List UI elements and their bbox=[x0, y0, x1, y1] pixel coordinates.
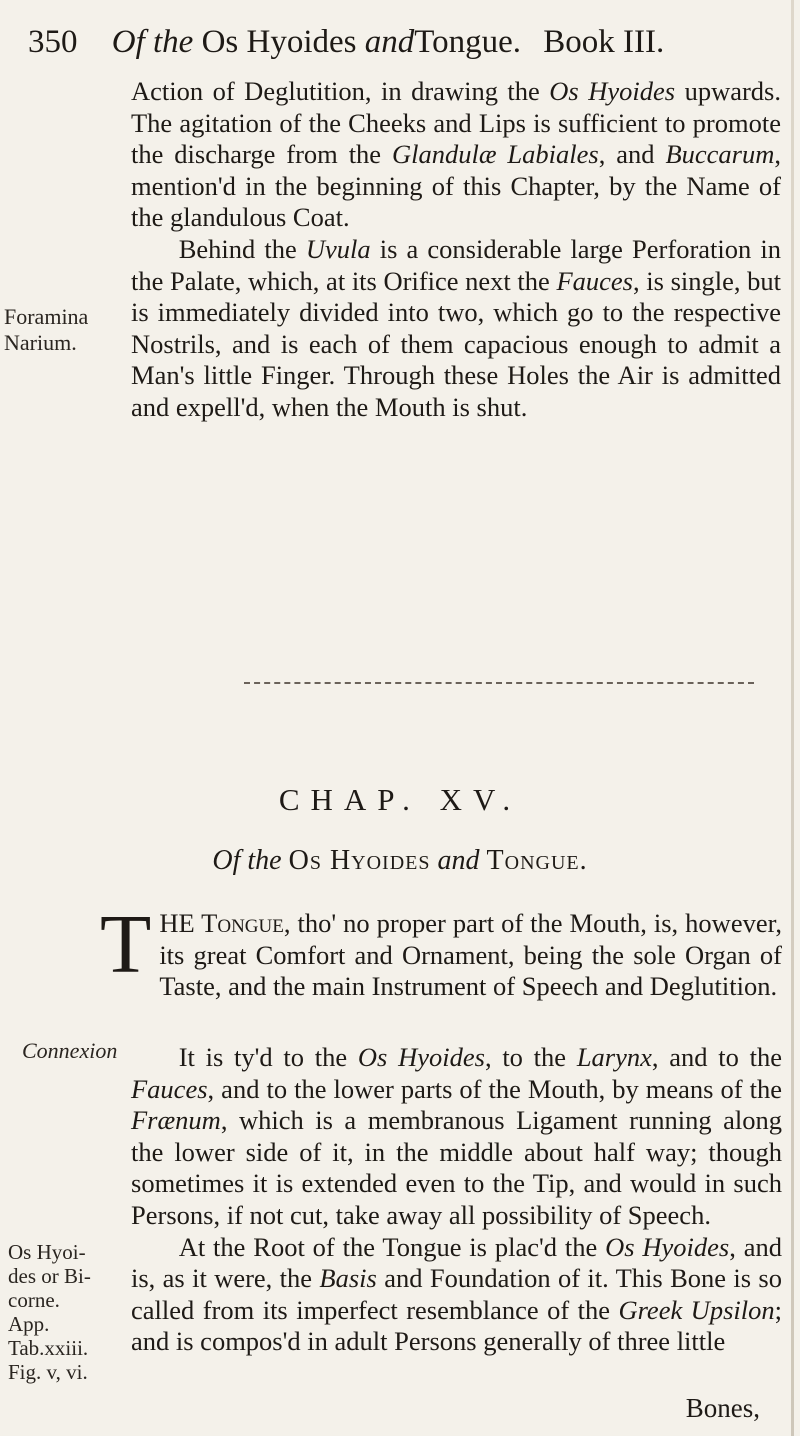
text-run: , is single, but is immediately divided into two, which go to the respective Nostrils, and is each of them capacious enough to admit a Man's little Finger. Through these Holes the Air is admitted and expell'd, when the Mouth is shut. bbox=[131, 265, 781, 422]
italic-term: Buccarum bbox=[665, 139, 775, 170]
paragraph-connexion bbox=[131, 1042, 782, 1232]
italic-term: Basis bbox=[319, 1263, 377, 1294]
margin-note-connexion: Connexion bbox=[22, 1038, 118, 1063]
italic-term: Frænum bbox=[131, 1105, 221, 1136]
chapter-opening bbox=[100, 898, 782, 1003]
subtitle-and: and bbox=[437, 845, 480, 876]
text-run: Behind the bbox=[178, 233, 306, 264]
italic-term: Fauces bbox=[556, 265, 633, 296]
text-run: , and to the lower parts of the Mouth, by means of the bbox=[207, 1073, 782, 1104]
chapter-heading: CHAP. XV. bbox=[278, 782, 522, 817]
text-run: Action of Deglutition, in drawing the bbox=[131, 76, 550, 106]
text-run: It is ty'd to the bbox=[178, 1042, 358, 1072]
catchword: Bones, bbox=[685, 1393, 760, 1423]
text-run: ; and is compos'd in adult Persons generally of three little bbox=[131, 1294, 782, 1357]
paragraph-root bbox=[131, 1232, 782, 1358]
italic-term: Greek Upsilon bbox=[618, 1294, 775, 1325]
margin-note-os-hyoides bbox=[8, 1240, 118, 1384]
drop-cap: T bbox=[100, 898, 152, 991]
page-edge bbox=[791, 0, 794, 1436]
text-run: is a considerable large Perforation in the Palate, which, at its Orifice next the bbox=[131, 233, 781, 296]
chapter-subtitle bbox=[0, 845, 800, 877]
main-text-bottom bbox=[131, 1042, 782, 1358]
italic-term: Uvula bbox=[305, 233, 371, 264]
subtitle-of: Of the bbox=[212, 845, 282, 876]
italic-term: Fauces bbox=[131, 1073, 208, 1104]
subtitle-os: Os Hyoides bbox=[288, 845, 431, 876]
margin-note-line: Narium. bbox=[4, 330, 77, 355]
section-divider bbox=[244, 682, 754, 684]
page-number: 350 bbox=[28, 24, 78, 60]
text-run: , which is a membranous Ligament running along the lower side of it, in the middle about half way; though sometimes it is extended even to the Tip, and would in such Persons, if not cut, take away all possibility of Speech. bbox=[131, 1105, 782, 1230]
margin-note-line: App. bbox=[8, 1312, 50, 1336]
subtitle-tongue: Tongue. bbox=[486, 845, 588, 876]
text-run: , and is, as it were, the bbox=[131, 1231, 782, 1294]
margin-note-line: corne. bbox=[8, 1288, 60, 1312]
text-run: , and to the bbox=[651, 1042, 782, 1072]
italic-term: Larynx bbox=[576, 1042, 652, 1072]
italic-term: Os Hyoides bbox=[549, 76, 676, 106]
running-header bbox=[28, 22, 768, 62]
margin-note-line: Fig. v, vi. bbox=[8, 1360, 88, 1384]
margin-note-line: des or Bi- bbox=[8, 1264, 91, 1288]
italic-term: Os Hyoides bbox=[357, 1042, 485, 1072]
text-run: At the Root of the Tongue is plac'd the bbox=[178, 1231, 606, 1262]
paragraph-foramina bbox=[131, 234, 781, 424]
header-title-italic: Of the bbox=[111, 24, 194, 60]
margin-note-foramina bbox=[4, 304, 88, 356]
margin-note-line: Foramina bbox=[4, 304, 89, 329]
opening-smallcaps: HE Tongue bbox=[159, 908, 284, 938]
italic-term: Os Hyoides bbox=[605, 1231, 730, 1262]
header-title-roman: Os Hyoides bbox=[201, 24, 357, 60]
paragraph-deglutition bbox=[131, 76, 781, 234]
header-book: Book III. bbox=[543, 24, 665, 60]
main-text-top bbox=[131, 76, 781, 424]
text-run: upwards. The agitation of the Cheeks and Lips is sufficient to promote the discharge from the bbox=[131, 76, 781, 170]
margin-note-line: Tab.xxiii. bbox=[8, 1336, 89, 1360]
text-run: and Foundation of it. This Bone is so called from its imperfect resemblance of the bbox=[131, 1263, 782, 1325]
text-run: , mention'd in the beginning of this Chapter, by the Name of the glandulous Coat. bbox=[131, 139, 781, 233]
italic-term: Glandulæ Labiales bbox=[391, 139, 599, 170]
margin-note-line: Os Hyoi- bbox=[8, 1240, 86, 1264]
opening-text: , tho' no proper part of the Mouth, is, however, its great Comfort and Ornament, being the sole Organ of Taste, and the main Instrument of Speech and Deglutition. bbox=[159, 908, 782, 1002]
header-title-and: and bbox=[364, 24, 415, 60]
header-title-end: Tongue. bbox=[414, 24, 522, 60]
text-run: , and bbox=[598, 139, 666, 170]
text-run: , to the bbox=[484, 1042, 577, 1072]
